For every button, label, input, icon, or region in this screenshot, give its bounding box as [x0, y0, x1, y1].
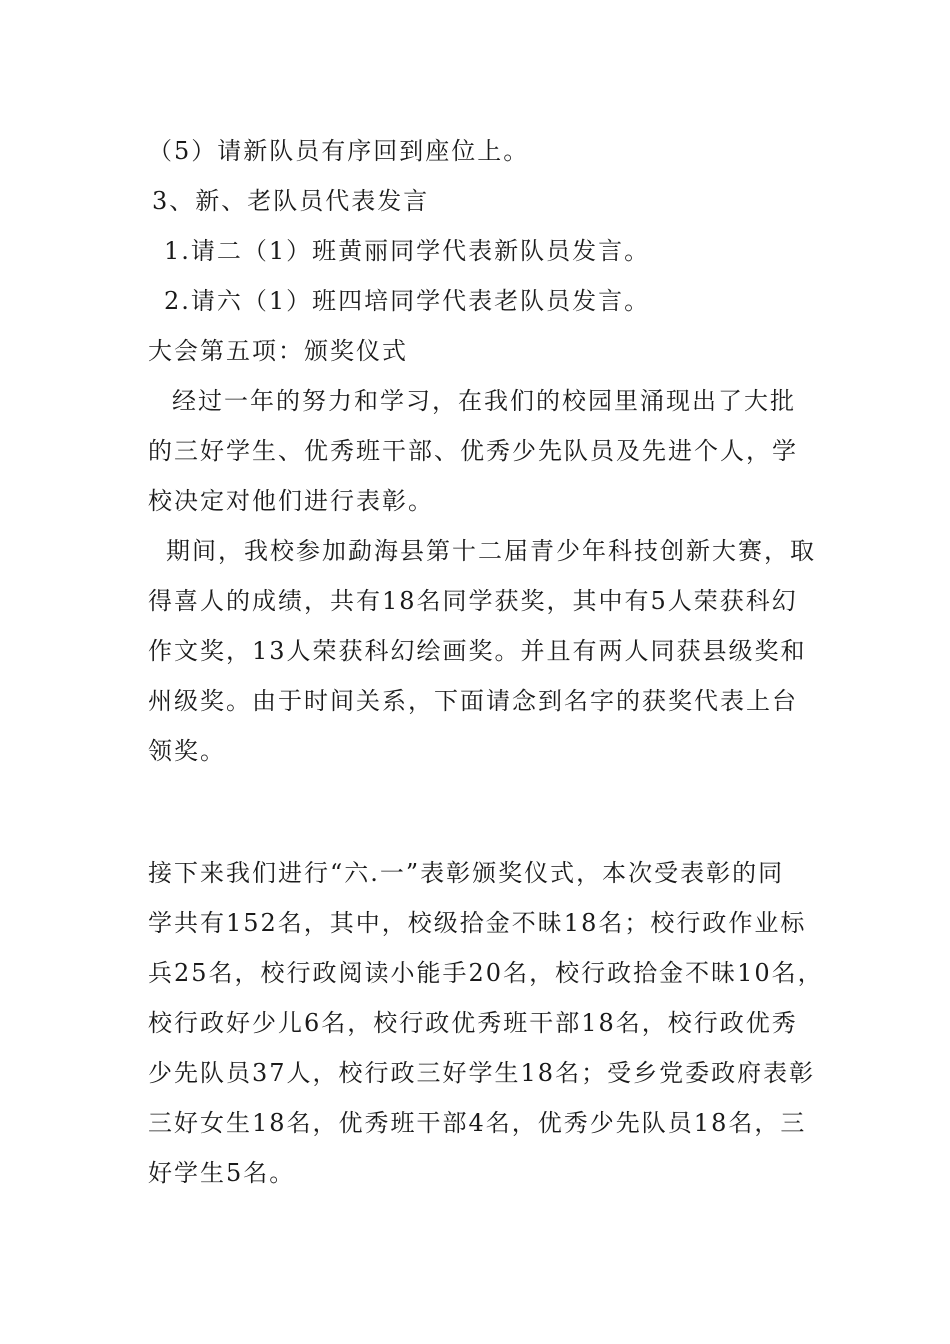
- paragraph-3-line-2: 学共有152名，其中，校级拾金不昧18名；校行政作业标: [148, 909, 807, 937]
- text-line-4: 2.请六（1）班四培同学代表老队员发言。: [164, 287, 651, 315]
- paragraph-3-line-7: 好学生5名。: [148, 1159, 296, 1187]
- paragraph-2-line-1: 期间，我校参加勐海县第十二届青少年科技创新大赛，取: [166, 537, 816, 565]
- section-heading: 大会第五项：颁奖仪式: [148, 337, 408, 365]
- text-line-1: （5）请新队员有序回到座位上。: [148, 137, 530, 165]
- paragraph-1-line-3: 校决定对他们进行表彰。: [148, 487, 434, 515]
- paragraph-3-line-5: 少先队员37人，校行政三好学生18名；受乡党委政府表彰: [148, 1059, 816, 1087]
- paragraph-2-line-3: 作文奖，13人荣获科幻绘画奖。并且有两人同获县级奖和: [148, 637, 807, 665]
- text-line-3: 1.请二（1）班黄丽同学代表新队员发言。: [164, 237, 651, 265]
- paragraph-3-line-6: 三好女生18名，优秀班干部4名，优秀少先队员18名，三: [148, 1109, 807, 1137]
- paragraph-3-line-4: 校行政好少儿6名，校行政优秀班干部18名，校行政优秀: [148, 1009, 798, 1037]
- paragraph-3-line-3: 兵25名，校行政阅读小能手20名，校行政拾金不昧10名，: [148, 959, 824, 987]
- paragraph-2-line-5: 领奖。: [148, 737, 226, 765]
- paragraph-2-line-4: 州级奖。由于时间关系，下面请念到名字的获奖代表上台: [148, 687, 798, 715]
- paragraph-3-line-1: 接下来我们进行“六.一”表彰颁奖仪式，本次受表彰的同: [148, 859, 785, 887]
- paragraph-2-line-2: 得喜人的成绩，共有18名同学获奖，其中有5人荣获科幻: [148, 587, 798, 615]
- paragraph-1-line-1: 经过一年的努力和学习，在我们的校园里涌现出了大批: [172, 387, 796, 415]
- paragraph-1-line-2: 的三好学生、优秀班干部、优秀少先队员及先进个人，学: [148, 437, 798, 465]
- text-line-2: 3、新、老队员代表发言: [152, 187, 430, 215]
